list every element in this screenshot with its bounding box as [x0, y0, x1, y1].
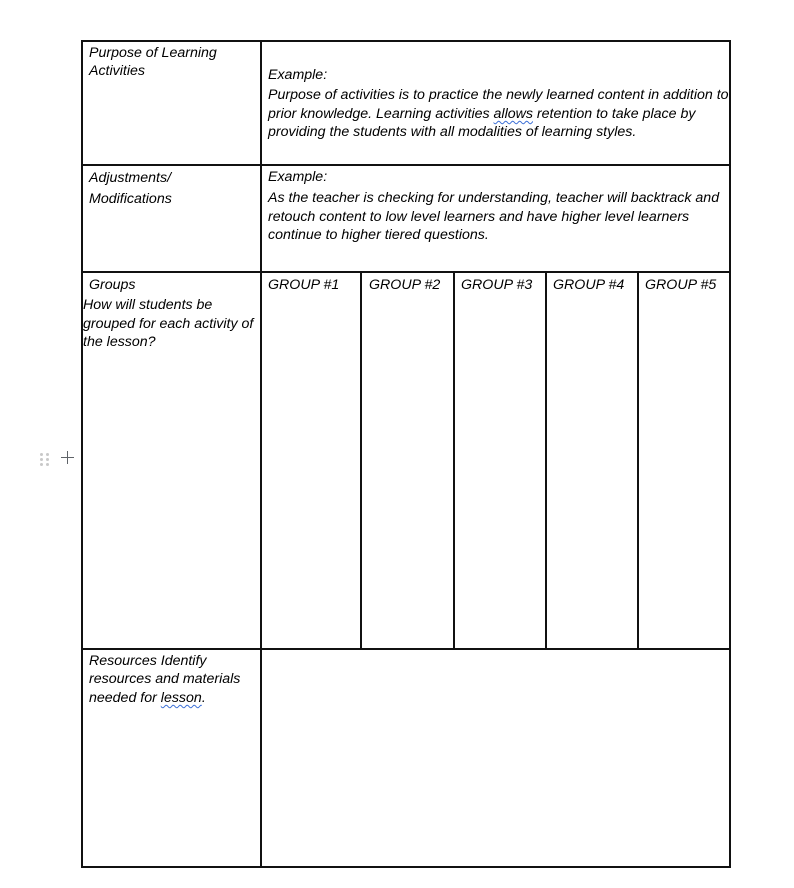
resources-content-cell[interactable]	[262, 650, 729, 866]
adjustments-content-cell[interactable]	[268, 168, 728, 245]
resources-label-cell[interactable]	[89, 652, 257, 707]
group-divider-3	[545, 271, 547, 649]
purpose-label-line1: Purpose of Learning	[89, 45, 217, 61]
resources-line3-start: needed for	[89, 689, 161, 706]
purpose-text-line1: Purpose of activities is to practice the newly learned content in addition to	[268, 87, 729, 104]
resources-line2: resources and materials	[89, 671, 241, 688]
group-header-2[interactable]: GROUP #2	[369, 277, 441, 293]
group-header-4[interactable]: GROUP #4	[553, 277, 625, 293]
adjustments-example-heading: Example:	[268, 169, 328, 185]
resources-line3	[89, 689, 257, 707]
plus-icon[interactable]	[61, 451, 74, 464]
purpose-text-line3: providing the students with all modalities of learning styles.	[268, 124, 637, 141]
spellcheck-flagged-word[interactable]: lesson	[160, 689, 202, 706]
row-divider-groups	[81, 271, 731, 273]
resources-line3-end: .	[201, 689, 206, 706]
purpose-label-cell[interactable]	[89, 44, 257, 81]
purpose-text-line2-end: retention to take place by	[532, 105, 696, 122]
spellcheck-flagged-word[interactable]: allows	[493, 105, 533, 122]
groups-question-line3: the lesson?	[83, 334, 156, 351]
purpose-label-line2: Activities	[89, 63, 145, 80]
resources-line1: Resources Identify	[89, 653, 207, 669]
groups-question-line1: How will students be	[83, 297, 213, 314]
adjustments-label-line2: Modifications	[89, 190, 172, 207]
groups-label: Groups	[89, 277, 136, 293]
table-border-right	[729, 40, 731, 868]
groups-question-line2: grouped for each activity of	[83, 315, 254, 332]
purpose-example-heading: Example:	[268, 67, 328, 83]
group-divider-4	[637, 271, 639, 649]
drag-handle-icon[interactable]	[40, 453, 50, 468]
purpose-text-line2-start: prior knowledge. Learning activities	[268, 105, 494, 122]
adjustments-text-line1: As the teacher is checking for understanding, teacher will backtrack and	[268, 190, 720, 207]
group-divider-2	[453, 271, 455, 649]
adjustments-label-cell[interactable]	[89, 168, 257, 209]
group-header-3[interactable]: GROUP #3	[461, 277, 533, 293]
purpose-content-cell[interactable]	[268, 66, 728, 142]
group-divider-1	[360, 271, 362, 649]
group-header-1[interactable]: GROUP #1	[268, 277, 340, 293]
groups-label-cell[interactable]	[83, 276, 259, 352]
row-divider-adjustments	[81, 164, 731, 166]
adjustments-text-line2: retouch content to low level learners and have higher level learners	[268, 208, 690, 225]
table-border-left	[81, 40, 83, 868]
table-border-top	[81, 40, 731, 42]
group-header-5[interactable]: GROUP #5	[645, 277, 717, 293]
purpose-text-line2	[268, 105, 728, 123]
table-border-bottom	[81, 866, 731, 868]
adjustments-text-line3: continue to higher tiered questions.	[268, 227, 489, 244]
adjustments-label-line1: Adjustments/	[89, 170, 172, 186]
